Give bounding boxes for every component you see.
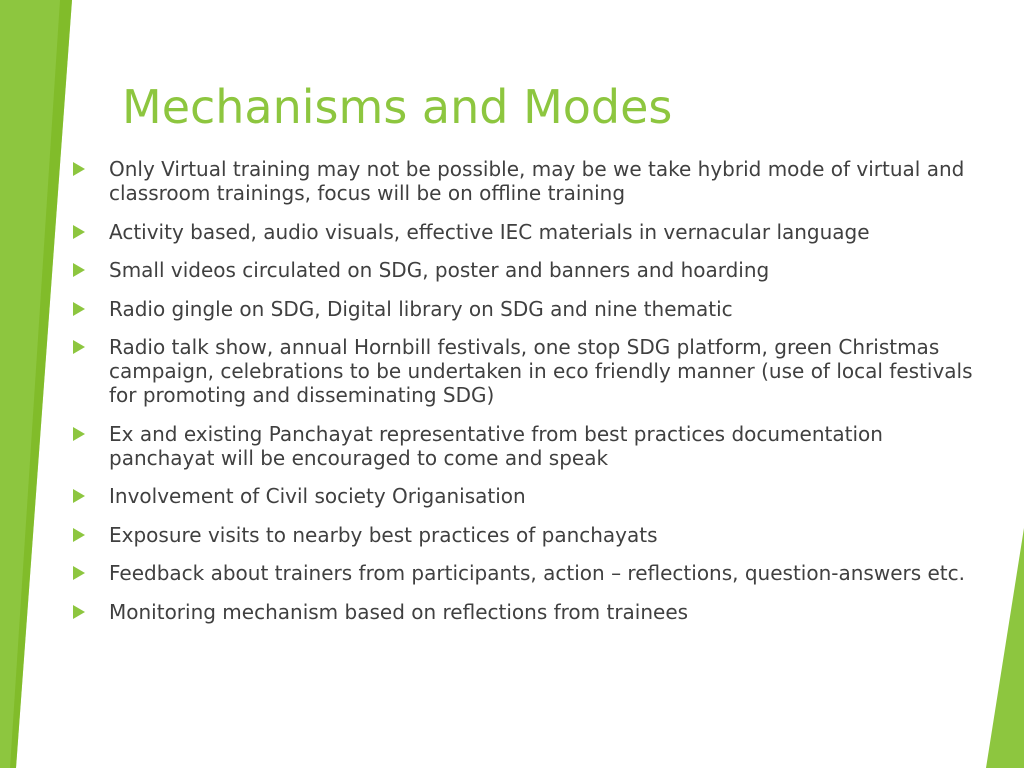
bullet-item bbox=[70, 422, 980, 470]
triangle-right-icon bbox=[73, 566, 85, 580]
bullet-text: Feedback about trainers from participants, action – reflections, question-answers etc. bbox=[109, 561, 965, 585]
bullet-list bbox=[70, 157, 980, 638]
triangle-right-icon bbox=[73, 528, 85, 542]
bullet-item bbox=[70, 335, 980, 407]
slide-title: Mechanisms and Modes bbox=[122, 80, 673, 134]
triangle-right-icon bbox=[73, 605, 85, 619]
triangle-right-icon bbox=[73, 225, 85, 239]
bullet-text: Monitoring mechanism based on reflections from trainees bbox=[109, 599, 689, 624]
bullet-item bbox=[70, 523, 980, 547]
triangle-right-icon bbox=[73, 340, 85, 354]
bullet-text: Involvement of Civil society Origanisation bbox=[109, 484, 526, 508]
triangle-right-icon bbox=[73, 162, 85, 176]
bullet-item bbox=[70, 157, 980, 205]
bullet-text: Radio talk show, annual Hornbill festivals, one stop SDG platform, green Christmas campaign, celebrations to be undertaken in eco friendly manner (use of local festivals for promoting and disseminating SDG) bbox=[109, 335, 973, 407]
triangle-right-icon bbox=[73, 427, 85, 441]
right-accent-stripe bbox=[986, 528, 1024, 768]
bullet-item bbox=[70, 561, 980, 585]
bullet-item bbox=[70, 484, 980, 508]
bullet-text: Activity based, audio visuals, effective IEC materials in vernacular language bbox=[109, 219, 870, 244]
bullet-item bbox=[70, 258, 980, 282]
bullet-text: Exposure visits to nearby best practices of panchayats bbox=[109, 522, 658, 547]
bullet-text: Radio gingle on SDG, Digital library on SDG and nine thematic bbox=[109, 296, 733, 321]
bullet-item bbox=[70, 220, 980, 244]
bullet-item bbox=[70, 297, 980, 321]
bullet-text: Ex and existing Panchayat representative from best practices documentation panchayat will be encouraged to come and speak bbox=[109, 421, 883, 470]
bullet-item bbox=[70, 600, 980, 624]
bullet-text: Small videos circulated on SDG, poster and banners and hoarding bbox=[109, 258, 770, 282]
bullet-text: Only Virtual training may not be possible, may be we take hybrid mode of virtual and classroom trainings, focus will be on offline training bbox=[109, 157, 965, 205]
triangle-right-icon bbox=[73, 263, 85, 277]
triangle-right-icon bbox=[73, 302, 85, 316]
triangle-right-icon bbox=[73, 489, 85, 503]
